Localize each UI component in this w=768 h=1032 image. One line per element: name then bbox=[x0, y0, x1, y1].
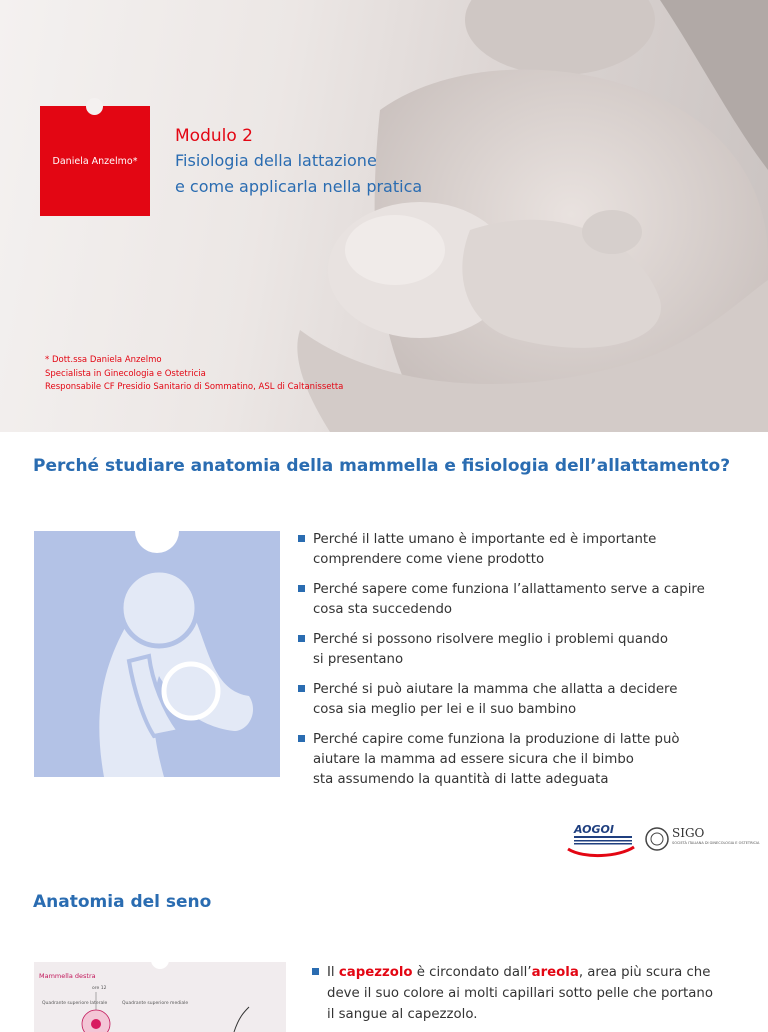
slide-title: Anatomia del seno bbox=[33, 892, 212, 912]
bullet-square-icon bbox=[298, 535, 305, 542]
bullet-square-icon bbox=[298, 635, 305, 642]
bullet-square-icon bbox=[298, 735, 305, 742]
module-subtitle-line-1: Fisiologia della lattazione bbox=[175, 151, 377, 170]
sigo-logo-text: SIGO bbox=[672, 826, 705, 840]
diagram-label: Quadrante superiore mediale bbox=[122, 1001, 189, 1006]
list-item bbox=[296, 580, 736, 620]
list-item-line: cosa sta succedendo bbox=[313, 602, 453, 617]
author-box bbox=[40, 106, 150, 216]
list-item-line: Perché sapere come funziona l’allattamento serve a capire bbox=[313, 582, 705, 597]
text-fragment: è circondato dall’ bbox=[412, 965, 532, 980]
sigo-caption: SOCIETÀ ITALIANA DI GINECOLOGIA E OSTETRICIA bbox=[672, 841, 760, 845]
bullet-square-icon bbox=[312, 968, 319, 975]
sponsor-logos bbox=[564, 819, 760, 859]
list-item-line: deve il suo colore ai molti capillari sotto pelle che portano bbox=[327, 986, 713, 1001]
list-item-line: aiutare la mamma ad essere sicura che il bimbo bbox=[313, 752, 634, 767]
reasons-list bbox=[296, 530, 736, 800]
list-item-line: sta assumendo la quantità di latte adeguata bbox=[313, 772, 609, 787]
list-item bbox=[296, 680, 736, 720]
module-title-block bbox=[175, 124, 422, 200]
module-number: Modulo 2 bbox=[175, 126, 253, 146]
bullet-square-icon bbox=[298, 585, 305, 592]
breast-quadrant-diagram bbox=[34, 962, 286, 1032]
author-name: Daniela Anzelmo* bbox=[52, 155, 138, 167]
title-slide bbox=[0, 0, 768, 432]
diagram-label: Quadrante superiore laterale bbox=[42, 1001, 108, 1006]
list-item-line: il sangue al capezzolo. bbox=[327, 1007, 478, 1022]
list-item bbox=[296, 530, 736, 570]
aogoi-logo bbox=[568, 823, 634, 856]
list-item-line: Perché si possono risolvere meglio i problemi quando bbox=[313, 632, 669, 647]
list-item-line: comprendere come viene prodotto bbox=[313, 552, 545, 567]
anatomy-list bbox=[310, 962, 740, 1025]
list-item bbox=[296, 630, 736, 670]
list-item bbox=[296, 730, 736, 790]
breast-anatomy-slide bbox=[0, 864, 768, 1024]
footnote-line-1: * Dott.ssa Daniela Anzelmo bbox=[45, 355, 162, 365]
diagram-label: ore 12 bbox=[92, 986, 107, 991]
breastfeeding-pictogram bbox=[34, 531, 280, 777]
list-item-line: si presentano bbox=[313, 652, 404, 667]
footnote-line-2: Specialista in Ginecologia e Ostetricia bbox=[45, 368, 206, 379]
aogoi-logo-text: AOGOI bbox=[574, 823, 614, 836]
author-footnote bbox=[45, 354, 343, 395]
term-areola: areola bbox=[531, 965, 579, 980]
sigo-logo bbox=[646, 826, 760, 850]
list-item-line: Perché si può aiutare la mamma che allatta a decidere bbox=[313, 682, 678, 697]
slide-title: Perché studiare anatomia della mammella e fisiologia dell’allattamento? bbox=[33, 456, 731, 476]
box-notch bbox=[86, 98, 103, 115]
list-item-line: Perché capire come funziona la produzione di latte può bbox=[313, 732, 680, 747]
diagram-title: Mammella destra bbox=[39, 972, 96, 980]
why-study-slide bbox=[0, 432, 768, 864]
text-fragment: Il bbox=[327, 965, 339, 980]
list-item-line: cosa sia meglio per lei e il suo bambino bbox=[313, 702, 577, 717]
list-item-line: Perché il latte umano è importante ed è importante bbox=[313, 532, 657, 547]
bullet-square-icon bbox=[298, 685, 305, 692]
module-subtitle-line-2: e come applicarla nella pratica bbox=[175, 177, 423, 196]
text-fragment: , area più scura che bbox=[578, 965, 711, 980]
footnote-line-3: Responsabile CF Presidio Sanitario di Sommatino, ASL di Caltanissetta bbox=[45, 382, 344, 392]
term-nipple: capezzolo bbox=[338, 965, 413, 980]
list-item bbox=[310, 962, 740, 1025]
